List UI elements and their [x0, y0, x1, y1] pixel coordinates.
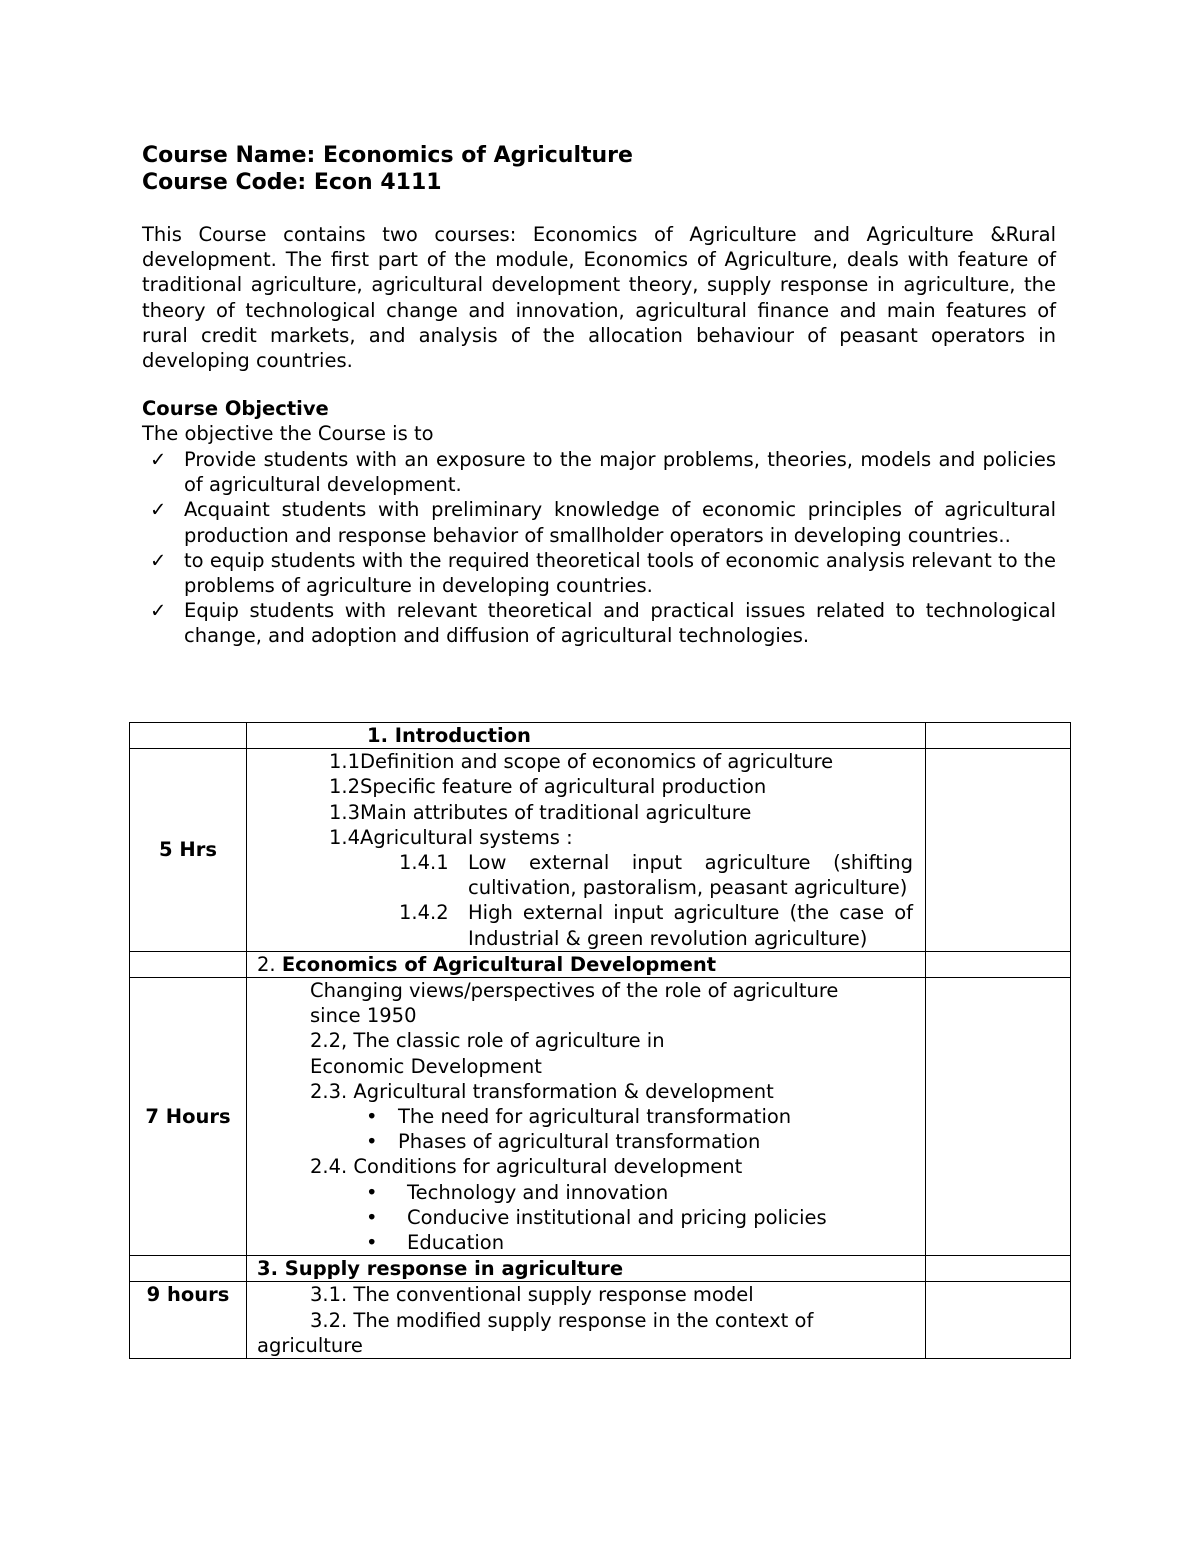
bullet-icon: •: [366, 1180, 378, 1204]
notes-cell: [926, 1282, 1071, 1359]
list-item: 3.1. The conventional supply response model: [310, 1283, 754, 1307]
sub-list-item: [247, 850, 925, 900]
list-item: 1.1Definition and scope of economics of agriculture: [329, 750, 834, 774]
list-item: 2.3. Agricultural transformation & development: [310, 1079, 774, 1103]
section-2-hours: 7 Hours: [130, 978, 247, 1256]
bullet-text: Conducive institutional and pricing policies: [407, 1205, 827, 1229]
bullet-item: [247, 1230, 925, 1255]
objective-item: [142, 598, 1056, 648]
section-2-title-text: Economics of Agricultural Development: [281, 952, 717, 976]
syllabus-table: [129, 722, 1071, 1359]
course-code-heading: Course Code: Econ 4111: [142, 170, 442, 195]
hours-cell: [130, 951, 247, 977]
table-row: [130, 749, 1071, 952]
objective-item: [142, 447, 1056, 497]
bullet-item: [247, 1129, 925, 1154]
sub-item-text: Low external input agriculture (shifting cultivation, pastoralism, peasant agriculture): [468, 851, 913, 900]
section-3-content: [247, 1282, 926, 1359]
table-row: [130, 951, 1071, 977]
bullet-item: [247, 1104, 925, 1129]
objective-text: Provide students with an exposure to the major problems, theories, models and policies of agricultural development.: [184, 448, 1056, 497]
list-item: 1.4Agricultural systems :: [329, 825, 573, 849]
bullet-text: The need for agricultural transformation: [398, 1105, 792, 1129]
bullet-text: Education: [407, 1231, 505, 1255]
check-icon: ✓: [150, 548, 167, 572]
notes-cell: [926, 723, 1071, 749]
sub-item-text: High external input agriculture (the case of Industrial & green revolution agriculture): [468, 901, 913, 950]
bullet-text: Technology and innovation: [407, 1180, 669, 1204]
bullet-item: [247, 1205, 925, 1230]
bullet-icon: •: [366, 1130, 378, 1154]
objective-heading: Course Objective: [142, 397, 329, 420]
section-2-content: [247, 978, 926, 1256]
hours-cell: [130, 1256, 247, 1282]
section-2-number: 2.: [257, 952, 282, 976]
table-row: [130, 1282, 1071, 1359]
list-item: Changing views/perspectives of the role of agriculture since 1950: [310, 979, 839, 1028]
list-item-continuation: agriculture: [257, 1333, 363, 1357]
list-item: 2.4. Conditions for agricultural development: [310, 1155, 743, 1179]
course-description: This Course contains two courses: Economics of Agriculture and Agriculture &Rural development. The first part of the module, Economics of Agriculture, deals with feature of traditional agriculture, agricultural development theory, supply response in agriculture, the theory of technological change and innovation, agricultural finance and main features of rural credit markets, and analysis of the allocation behaviour of peasant operators in developing countries.: [142, 223, 1056, 373]
section-1-content: [247, 749, 926, 952]
section-1-hours: 5 Hrs: [130, 749, 247, 952]
sub-item-number: 1.4.1: [399, 851, 449, 875]
sub-list-item: [247, 900, 925, 950]
objective-text: to equip students with the required theoretical tools of economic analysis relevant to the problems of agriculture in developing countries.: [184, 548, 1056, 598]
list-item: 3.2. The modified supply response in the context of: [310, 1308, 814, 1332]
table-row: [130, 723, 1071, 749]
bullet-icon: •: [366, 1231, 378, 1255]
section-2-title: [247, 952, 925, 977]
table-row: [130, 978, 1071, 1256]
bullet-icon: •: [366, 1105, 378, 1129]
section-3-title: 3. Supply response in agriculture: [257, 1257, 624, 1281]
list-item: 2.2, The classic role of agriculture in Economic Development: [310, 1029, 665, 1078]
objective-item: [142, 548, 1056, 598]
section-title-cell: [247, 723, 926, 749]
check-icon: ✓: [150, 498, 167, 522]
list-item: 1.2Specific feature of agricultural production: [329, 775, 767, 799]
list-item: 1.3Main attributes of traditional agriculture: [329, 800, 752, 824]
objective-lead: The objective the Course is to: [142, 422, 434, 445]
section-title-cell: [247, 1256, 926, 1282]
course-name-heading: Course Name: Economics of Agriculture: [142, 143, 633, 168]
notes-cell: [926, 978, 1071, 1256]
section-1-title: 1. Introduction: [367, 724, 531, 747]
table-row: [130, 1256, 1071, 1282]
bullet-text: Phases of agricultural transformation: [398, 1130, 761, 1154]
objective-text: Acquaint students with preliminary knowledge of economic principles of agricultural production and response behavior of smallholder operators in developing countries..: [184, 498, 1056, 547]
bullet-item: [247, 1180, 925, 1205]
section-3-hours: 9 hours: [130, 1282, 247, 1359]
objective-text: Equip students with relevant theoretical and practical issues related to technological change, and adoption and diffusion of agricultural technologies.: [184, 599, 1056, 648]
objectives-list: [142, 447, 1056, 649]
check-icon: ✓: [150, 599, 167, 623]
objective-item: [142, 497, 1056, 547]
notes-cell: [926, 749, 1071, 952]
notes-cell: [926, 1256, 1071, 1282]
notes-cell: [926, 951, 1071, 977]
bullet-icon: •: [366, 1205, 378, 1229]
check-icon: ✓: [150, 448, 167, 471]
hours-cell: [130, 723, 247, 749]
sub-item-number: 1.4.2: [399, 901, 449, 925]
section-title-cell: [247, 951, 926, 977]
